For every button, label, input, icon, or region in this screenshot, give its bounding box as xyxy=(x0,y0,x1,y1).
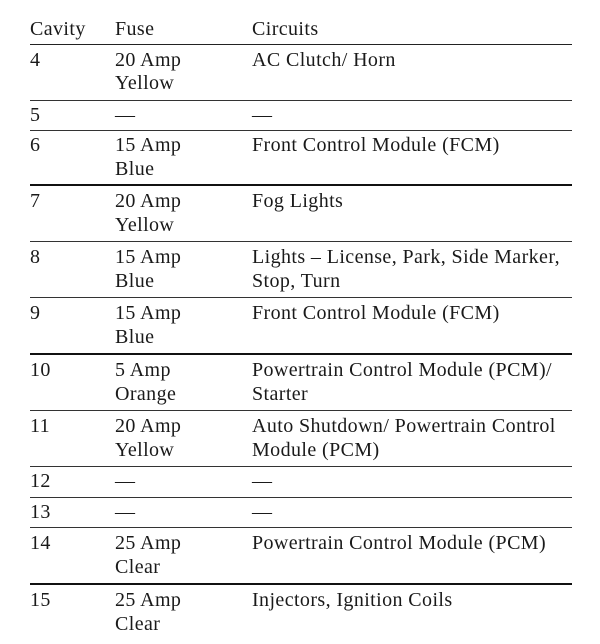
cavity-cell: 15 xyxy=(30,589,51,611)
fuse-color: Yellow xyxy=(115,438,175,461)
fuse-amperage: 25 Amp xyxy=(115,589,182,611)
table-row xyxy=(30,44,572,100)
fuse-cell xyxy=(115,467,252,498)
cavity-cell: 11 xyxy=(30,411,115,467)
fuse-amperage: 15 Amp xyxy=(115,246,182,268)
fuse-amperage: 20 Amp xyxy=(115,190,182,212)
cavity-cell: 12 xyxy=(30,467,115,498)
fuse-cell xyxy=(115,584,252,640)
fuse-color: Clear xyxy=(115,612,161,635)
fuse-cell xyxy=(115,298,252,355)
fuse-amperage: 20 Amp xyxy=(115,48,182,71)
fuse-color: Blue xyxy=(115,269,155,292)
table-header-row xyxy=(30,10,572,44)
fuse-amperage: 20 Amp xyxy=(115,415,182,437)
circuit-cell: Front Control Module (FCM) xyxy=(252,131,572,186)
fuse-cell xyxy=(115,411,252,467)
table-row xyxy=(30,354,572,411)
fuse-color: Orange xyxy=(115,382,177,405)
circuit-cell: Front Control Module (FCM) xyxy=(252,298,572,355)
circuit-cell: Powertrain Control Module (PCM)/ Starter xyxy=(252,354,572,411)
fuse-color: Yellow xyxy=(115,72,175,94)
table-row xyxy=(30,528,572,585)
cavity-cell: 6 xyxy=(30,131,115,186)
table-row xyxy=(30,467,572,498)
fuse-cell xyxy=(115,528,252,585)
table-row xyxy=(30,298,572,355)
circuit-cell: Auto Shutdown/ Powertrain Control Module (PCM) xyxy=(252,411,572,467)
circuit-cell: Powertrain Control Module (PCM) xyxy=(252,528,572,585)
fuse-cell xyxy=(115,100,252,131)
table-row xyxy=(30,411,572,467)
circuit-cell: — xyxy=(252,100,572,131)
fuse-color: Yellow xyxy=(115,213,175,236)
header-circuits: Circuits xyxy=(252,10,572,44)
cavity-cell: 8 xyxy=(30,242,115,298)
table-row xyxy=(30,100,572,131)
table-row xyxy=(30,584,572,640)
fuse-cell xyxy=(115,242,252,298)
fuse-cell xyxy=(115,354,252,411)
table-row xyxy=(30,242,572,298)
circuit-cell: Lights – License, Park, Side Marker, Stop, Turn xyxy=(252,242,572,298)
table-row xyxy=(30,185,572,242)
cavity-cell: 7 xyxy=(30,185,115,242)
cavity-cell: 13 xyxy=(30,497,115,528)
fuse-amperage: 5 Amp xyxy=(115,359,171,381)
circuit-cell: Fog Lights xyxy=(252,185,572,242)
fuse-amperage: 15 Amp xyxy=(115,134,182,156)
fuse-color: Blue xyxy=(115,325,155,348)
table-row xyxy=(30,131,572,186)
fuse-color: Blue xyxy=(115,157,155,180)
cavity-cell: 9 xyxy=(30,298,115,355)
table-row xyxy=(30,497,572,528)
cavity-cell: 4 xyxy=(30,44,115,100)
circuit-cell: Injectors, Ignition Coils xyxy=(252,589,453,611)
fuse-amperage: 25 Amp xyxy=(115,532,182,554)
cavity-cell: 5 xyxy=(30,100,115,131)
fuse-amperage: — xyxy=(115,103,136,126)
header-cavity: Cavity xyxy=(30,10,115,44)
fuse-amperage: — xyxy=(115,500,136,523)
circuit-cell: — xyxy=(252,497,572,528)
fuse-cell xyxy=(115,44,252,100)
fuse-cavity-table xyxy=(30,10,572,640)
fuse-amperage: — xyxy=(115,470,136,492)
header-fuse: Fuse xyxy=(115,10,252,44)
cavity-cell: 14 xyxy=(30,528,115,585)
cavity-cell: 10 xyxy=(30,354,115,411)
fuse-amperage: 15 Amp xyxy=(115,302,182,324)
fuse-cell xyxy=(115,185,252,242)
circuit-cell: AC Clutch/ Horn xyxy=(252,44,572,100)
circuit-cell: — xyxy=(252,467,572,498)
fuse-color: Clear xyxy=(115,555,161,578)
fuse-cell xyxy=(115,497,252,528)
fuse-cell xyxy=(115,131,252,186)
